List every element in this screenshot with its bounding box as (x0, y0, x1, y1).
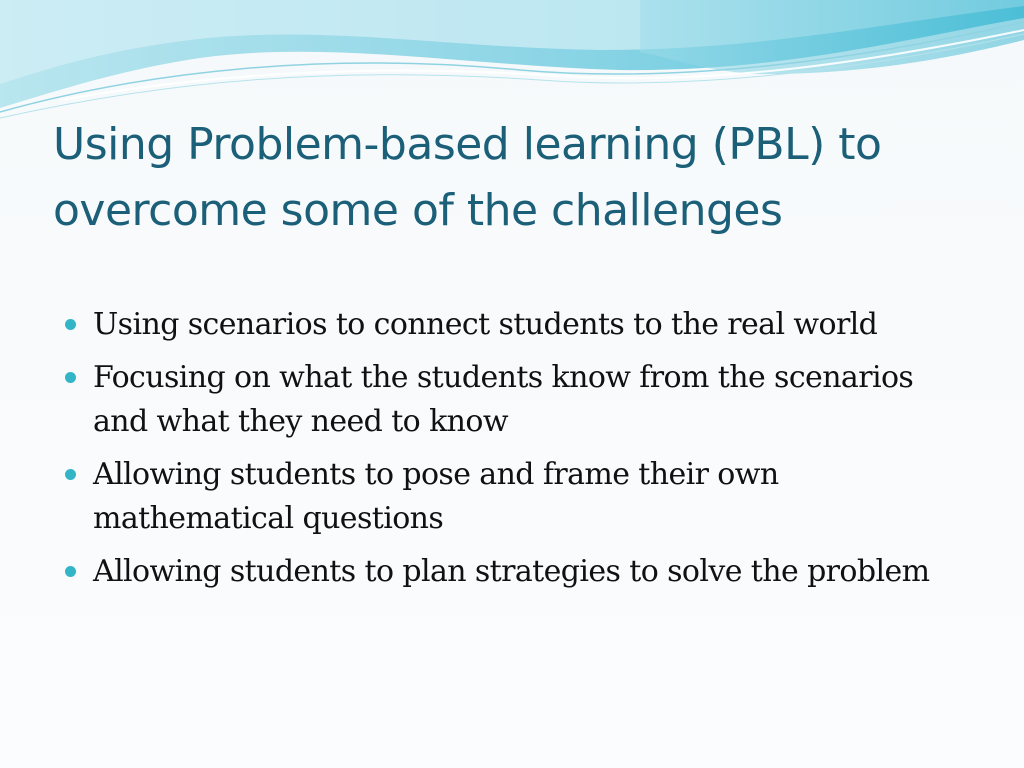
bullet-dot-icon (65, 469, 76, 480)
bullet-text: Allowing students to plan strategies to solve the problem (93, 554, 930, 589)
bullet-dot-icon (65, 319, 76, 330)
bullet-text: Allowing students to pose and frame their own mathematical questions (93, 457, 779, 536)
bullet-item (62, 453, 962, 541)
bullet-list (62, 303, 962, 603)
bullet-text: Using scenarios to connect students to the real world (93, 307, 878, 342)
bullet-dot-icon (65, 566, 76, 577)
bullet-item (62, 356, 962, 444)
header-wave-decoration (0, 0, 1024, 130)
bullet-item (62, 550, 962, 594)
bullet-dot-icon (65, 372, 76, 383)
bullet-text: Focusing on what the students know from the scenarios and what they need to know (93, 360, 914, 439)
bullet-item (62, 303, 962, 347)
slide-title: Using Problem-based learning (PBL) to overcome some of the challenges (53, 119, 882, 236)
